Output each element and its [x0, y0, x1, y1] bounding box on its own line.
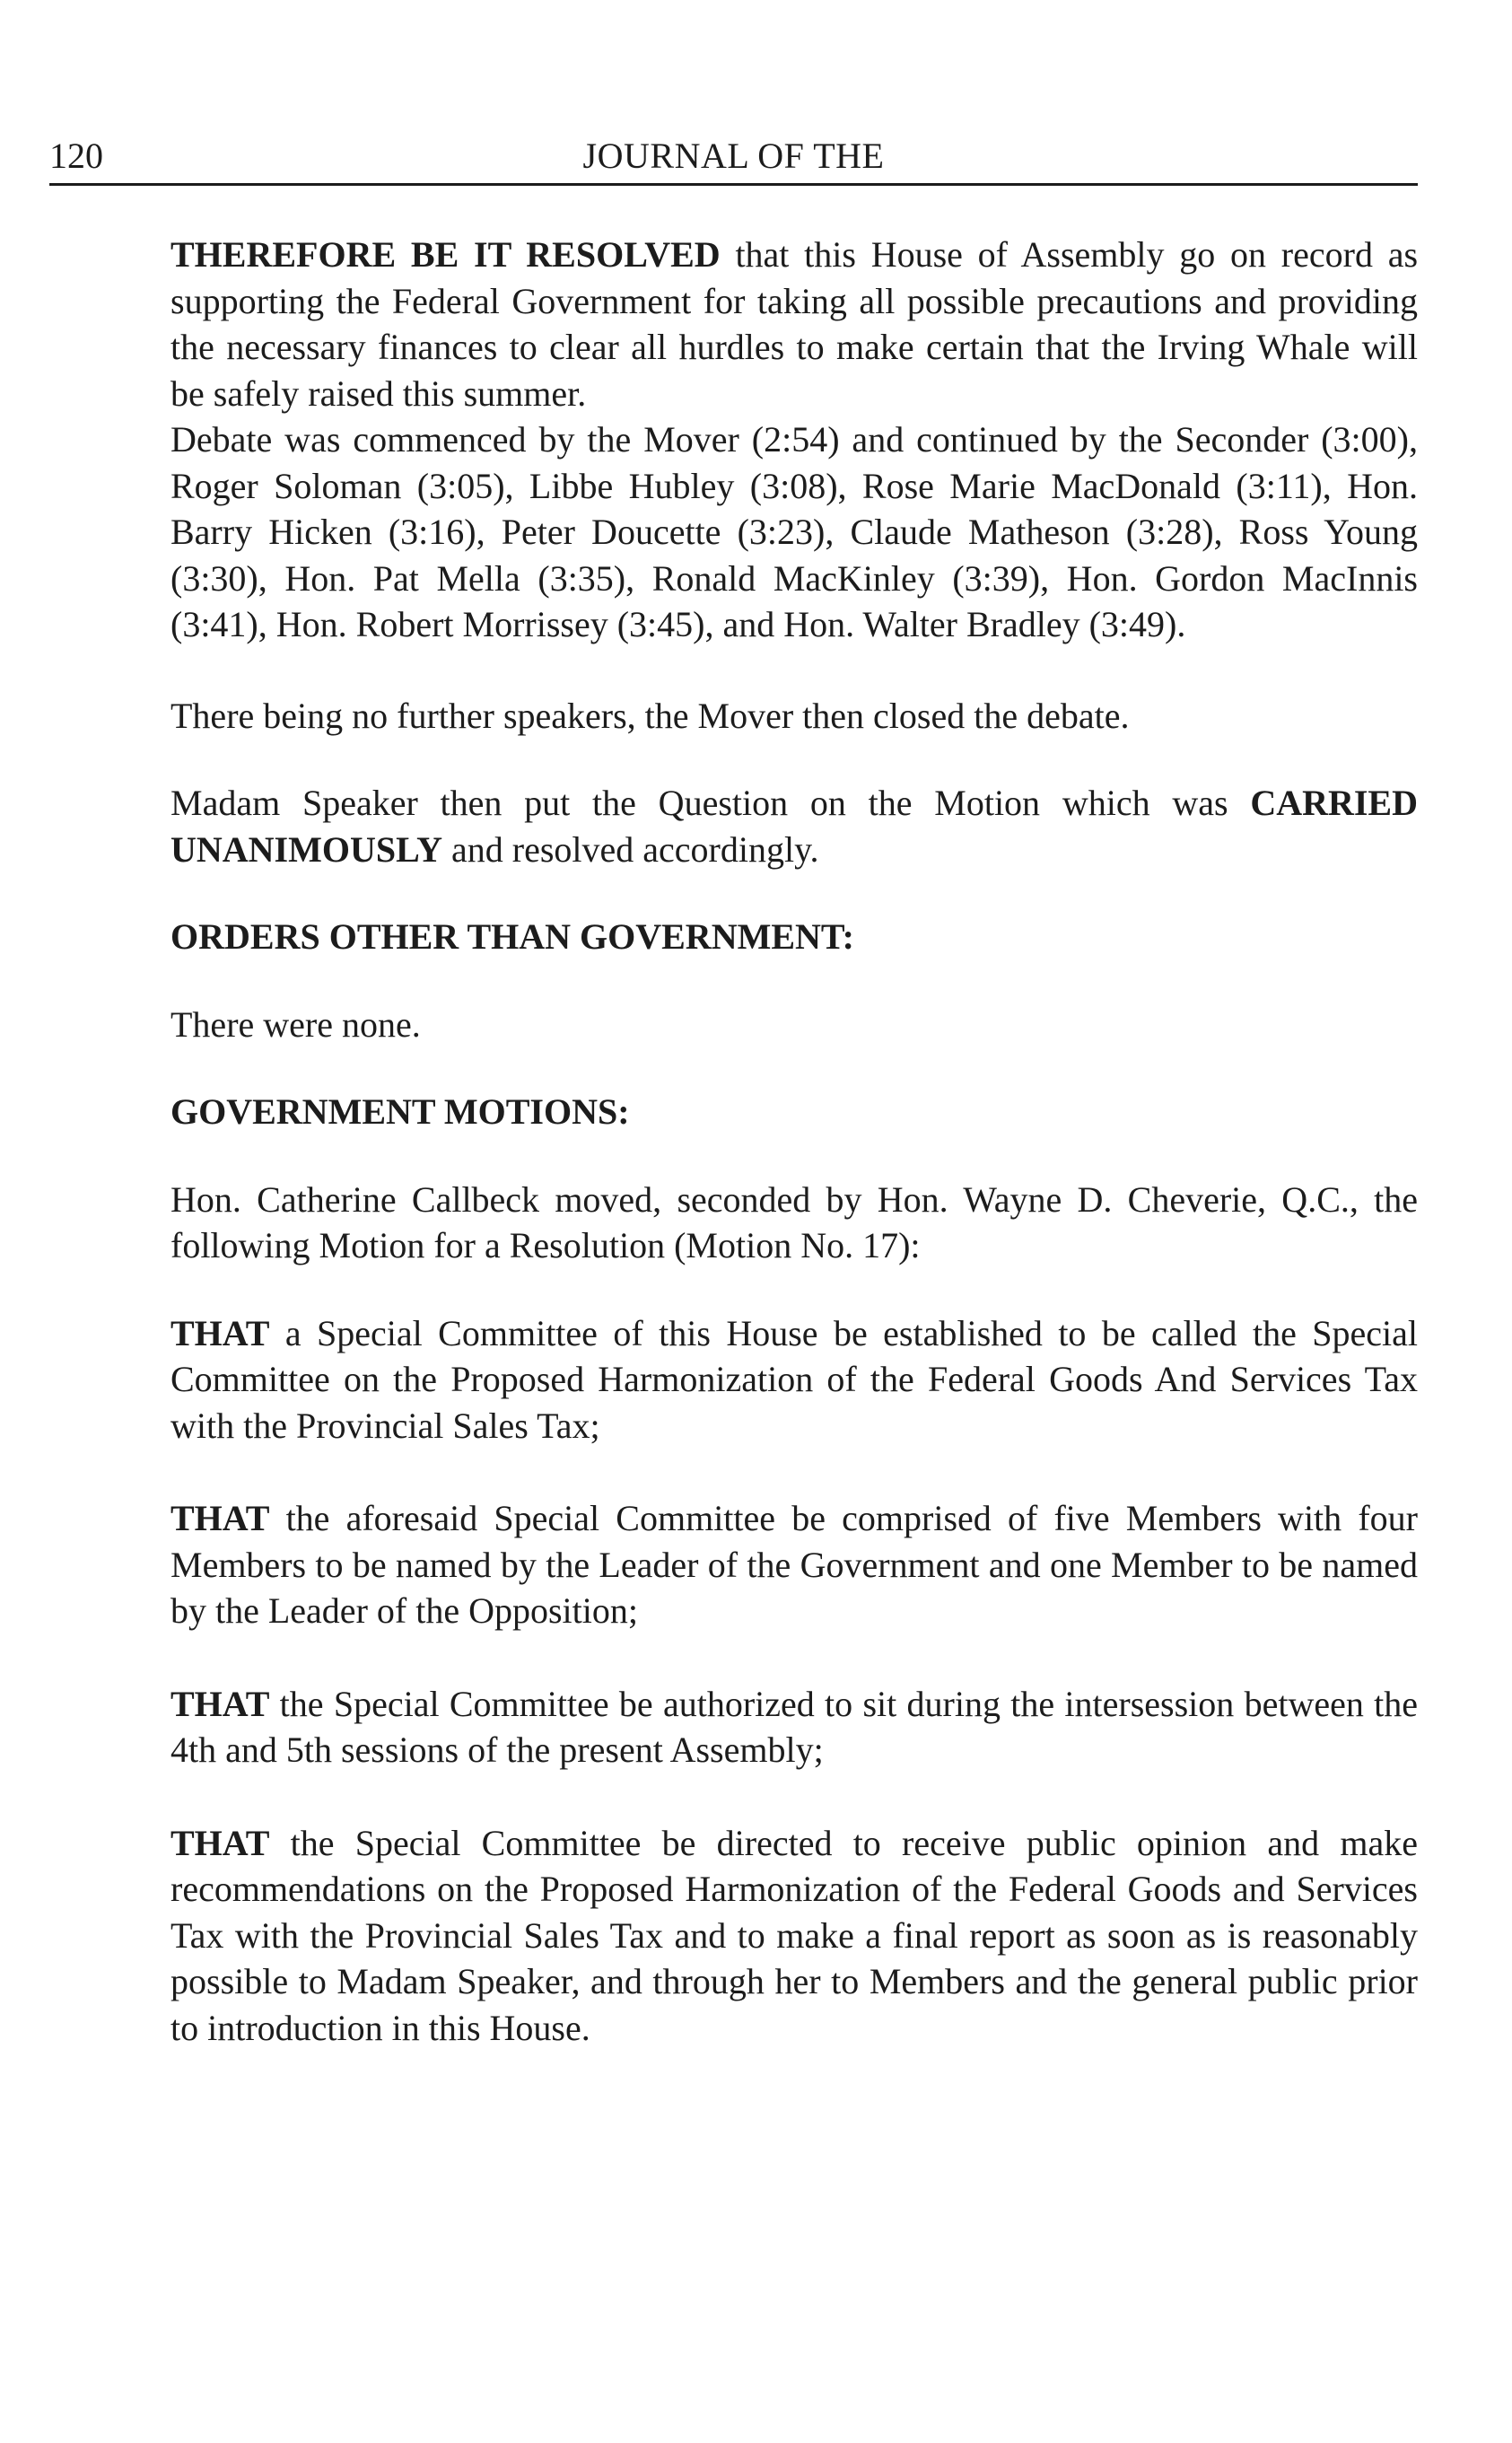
orders-other-heading: ORDERS OTHER THAN GOVERNMENT: — [170, 916, 854, 957]
running-title: JOURNAL OF THE — [582, 136, 885, 176]
clause-text: a Special Committee of this House be established to be called the Special Committee on the Proposed Harmonization of the Federal Goods And Services Tax with the Provincial Sales Tax; — [170, 1312, 1418, 1446]
closing-paragraph: There being no further speakers, the Mover then closed the debate. — [170, 695, 1130, 736]
clause-lead: THAT — [170, 1312, 270, 1353]
clause-lead: THAT — [170, 1822, 270, 1863]
government-motions-heading: GOVERNMENT MOTIONS: — [170, 1091, 630, 1132]
motion-clause — [170, 1495, 1418, 1634]
page-body — [170, 232, 1418, 2051]
motion-intro: Hon. Catherine Callbeck moved, seconded by Hon. Wayne D. Cheverie, Q.C., the following Motion for a Resolution (Motion No. 17): — [170, 1178, 1418, 1265]
clause-text: the aforesaid Special Committee be comprised of five Members with four Members to be named by the Leader of the Government and one Member to be named by the Leader of the Opposition; — [170, 1498, 1418, 1631]
clause-text: the Special Committee be directed to receive public opinion and make recommendations on the Proposed Harmonization of the Federal Goods and Services Tax with the Provincial Sales Tax and to make a final report as soon as is reasonably possible to Madam Speaker, and through her to Members and the general public prior to introduction in this House. — [170, 1822, 1418, 2048]
question-paragraph — [170, 780, 1418, 872]
clause-lead: THAT — [170, 1683, 270, 1724]
motion-clause — [170, 1310, 1418, 1449]
motion-clause — [170, 1820, 1418, 2052]
page-number: 120 — [49, 136, 103, 176]
resolution-text: that this House of Assembly go on record as supporting the Federal Government for taking all possible precautions and providing the necessary finances to clear all hurdles to make certain that the Irving Whale will be safely raised this summer. — [170, 234, 1419, 414]
orders-other-text: There were none. — [170, 1003, 421, 1045]
resolution-paragraph — [170, 232, 1418, 416]
question-text-after: and resolved accordingly. — [442, 828, 819, 870]
debate-paragraph: Debate was commenced by the Mover (2:54) and continued by the Seconder (3:00), Roger Soloman (3:05), Libbe Hubley (3:08), Rose Marie MacDonald (3:11), Hon. Barry Hicken (3:16), Peter Doucette (3:23), Claude Matheson (3:28), Ross Young (3:30), Hon. Pat Mella (3:35), Ronald MacKinley (3:39), Hon. Gordon MacInnis (3:41), Hon. Robert Morrissey (3:45), and Hon. Walter Bradley (3:49). — [170, 419, 1418, 644]
question-text-before: Madam Speaker then put the Question on the Motion which was — [170, 783, 1251, 823]
resolution-lead: THEREFORE BE IT RESOLVED — [170, 234, 721, 275]
question-result: CARRIED UNANIMOUSLY — [170, 783, 1418, 870]
clause-text: the Special Committee be authorized to sit during the intersession between the 4th and 5th sessions of the present Assembly; — [170, 1683, 1418, 1770]
motion-clause — [170, 1681, 1418, 1773]
clause-lead: THAT — [170, 1498, 270, 1538]
page-header — [49, 135, 1418, 186]
